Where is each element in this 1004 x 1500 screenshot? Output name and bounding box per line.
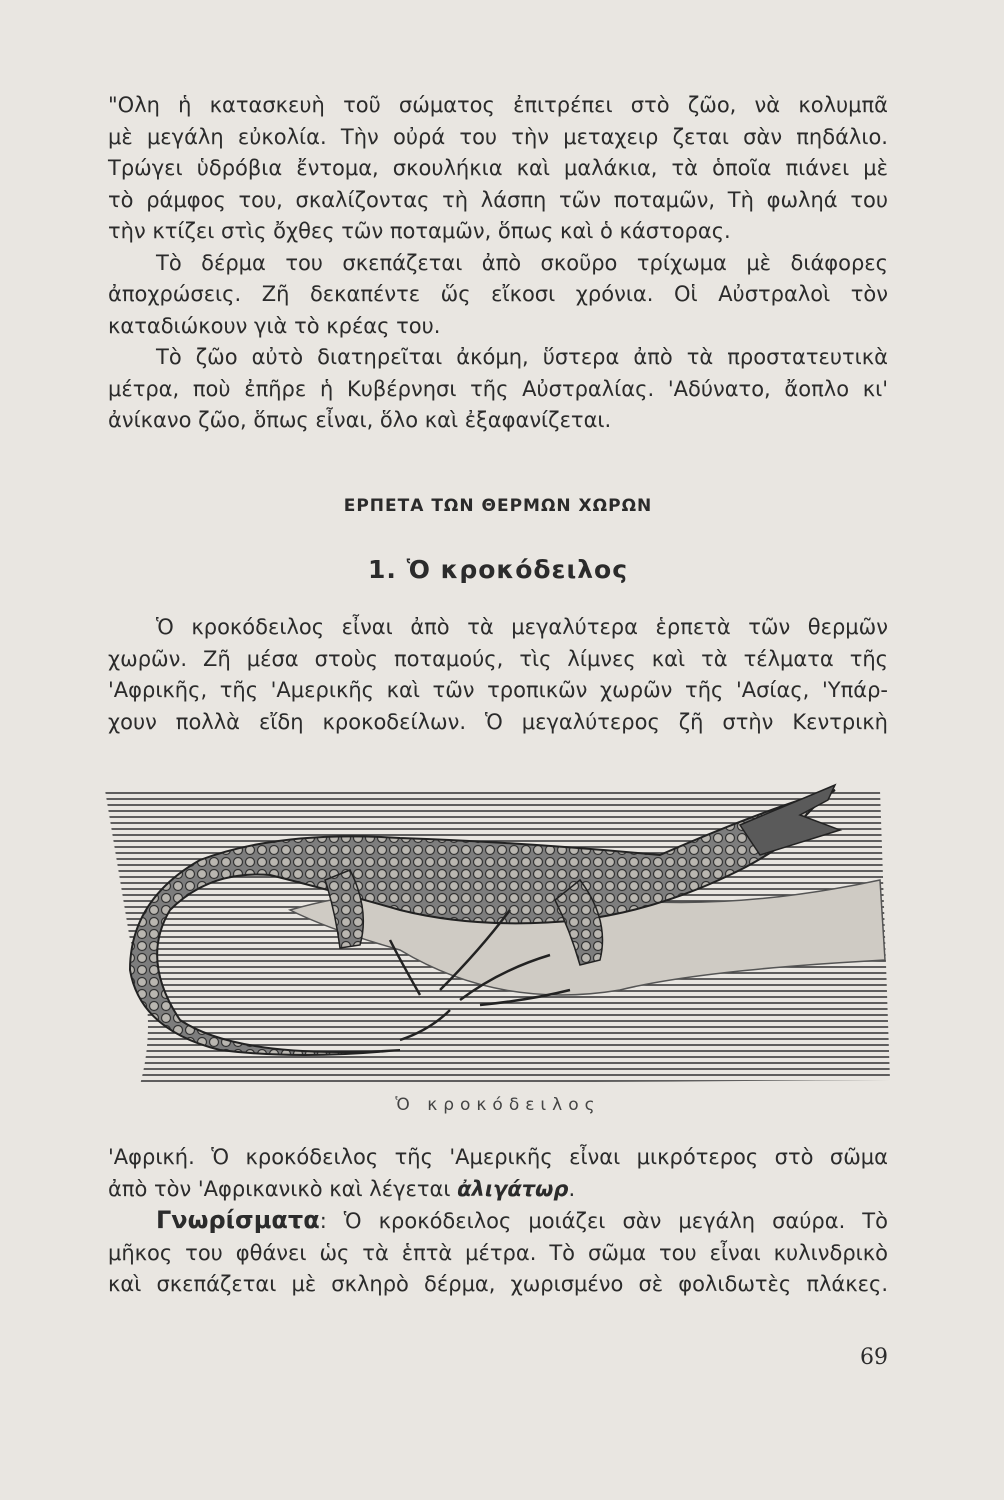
- text-fragment: .: [568, 1176, 576, 1201]
- term-alligator: ἀλιγάτωρ: [457, 1176, 569, 1201]
- text-line: Τὸ ζῶο αὐτὸ διατηρεῖται ἀκόμη, ὕστερα ἀπὸ τὰ προστατευτικὰ: [156, 345, 888, 369]
- text-line: ἀποχρώσεις. Ζῆ δεκαπέντε ὥς εἴκοσι χρόνια. Οἱ Αὐστραλοὶ τὸν: [108, 282, 888, 306]
- text-line: μῆκος του φθάνει ὡς τὰ ἑπτὰ μέτρα. Τὸ σῶμα του εἶναι κυλινδρικὸ: [108, 1240, 888, 1265]
- term-features: Γνωρίσματα: [156, 1206, 320, 1234]
- figure-caption: Ὁ κροκόδειλος: [395, 1095, 601, 1115]
- text-line: Ὁ κροκόδειλος εἶναι ἀπὸ τὰ μεγαλύτερα ἑρπετὰ τῶν θερμῶν: [156, 615, 888, 639]
- paragraph-body-1: [108, 90, 888, 437]
- paragraph-continued: [108, 1142, 888, 1301]
- group-heading: ΕΡΠΕΤΑ ΤΩΝ ΘΕΡΜΩΝ ΧΩΡΩΝ: [343, 496, 653, 516]
- text-fragment: : Ὁ κροκόδειλος μοιάζει σὰν μεγάλη σαύρα. Τὸ: [319, 1209, 888, 1233]
- text-line: χωρῶν. Ζῆ μέσα στοὺς ποταμούς, τὶς λίμνες καὶ τὰ τέλματα τῆς: [108, 646, 888, 671]
- text-line: τὴν κτίζει στὶς ὄχθες τῶν ποταμῶν, ὅπως καὶ ὁ κάστορας.: [108, 219, 731, 243]
- text-line: μέτρα, ποὺ ἐπῆρε ἡ Κυβέρνησι τῆς Αὐστραλίας. 'Αδύνατο, ἄοπλο κι': [108, 376, 888, 401]
- text-line: μὲ μεγάλη εὐκολία. Τὴν οὐρά του τὴν μεταχειρ ζεται σὰν πηδάλιο.: [108, 124, 888, 149]
- text-line: [108, 1174, 888, 1206]
- text-line: καταδιώκουν γιὰ τὸ κρέας του.: [108, 313, 441, 338]
- paragraph-intro: [108, 612, 888, 738]
- page-number: 69: [860, 1345, 888, 1370]
- crocodile-illustration: [100, 760, 905, 1090]
- text-line: ἀνίκανο ζῶο, ὅπως εἶναι, ὅλο καὶ ἐξαφανίζεται.: [108, 408, 612, 432]
- text-line: χουν πολλὰ εἴδη κροκοδείλων. Ὁ μεγαλύτερος ζῆ στὴν Κεντρικὴ: [108, 709, 888, 734]
- text-line: Τρώγει ὑδρόβια ἔντομα, σκουλήκια καὶ μαλάκια, τὰ ὁποῖα πιάνει μὲ: [108, 156, 888, 180]
- text-line: 'Αφρική. Ὁ κροκόδειλος τῆς 'Αμερικῆς εἶναι μικρότερος στὸ σῶμα: [108, 1145, 888, 1169]
- text-line: τὸ ράμφος του, σκαλίζοντας τὴ λάσπη τῶν ποταμῶν, Τὴ φωληά του: [108, 187, 888, 212]
- text-line: "Ολη ἡ κατασκευὴ τοῦ σώματος ἐπιτρέπει στὸ ζῶο, νὰ κολυμπᾶ: [108, 93, 888, 117]
- text-line: 'Αφρικῆς, τῆς 'Αμερικῆς καὶ τῶν τροπικῶν χωρῶν τῆς 'Ασίας, 'Υπάρ-: [108, 678, 888, 702]
- text-line: Τὸ δέρμα του σκεπάζεται ἀπὸ σκοῦρο τρίχωμα μὲ διάφορες: [156, 250, 888, 275]
- text-line: καὶ σκεπάζεται μὲ σκληρὸ δέρμα, χωρισμένο σὲ φολιδωτὲς πλάκες.: [108, 1272, 888, 1296]
- text-fragment: ἀπὸ τὸν 'Αφρικανικὸ καὶ λέγεται: [108, 1176, 458, 1201]
- section-title: 1. Ὁ κροκόδειλος: [367, 555, 629, 584]
- text-line: [108, 1205, 888, 1238]
